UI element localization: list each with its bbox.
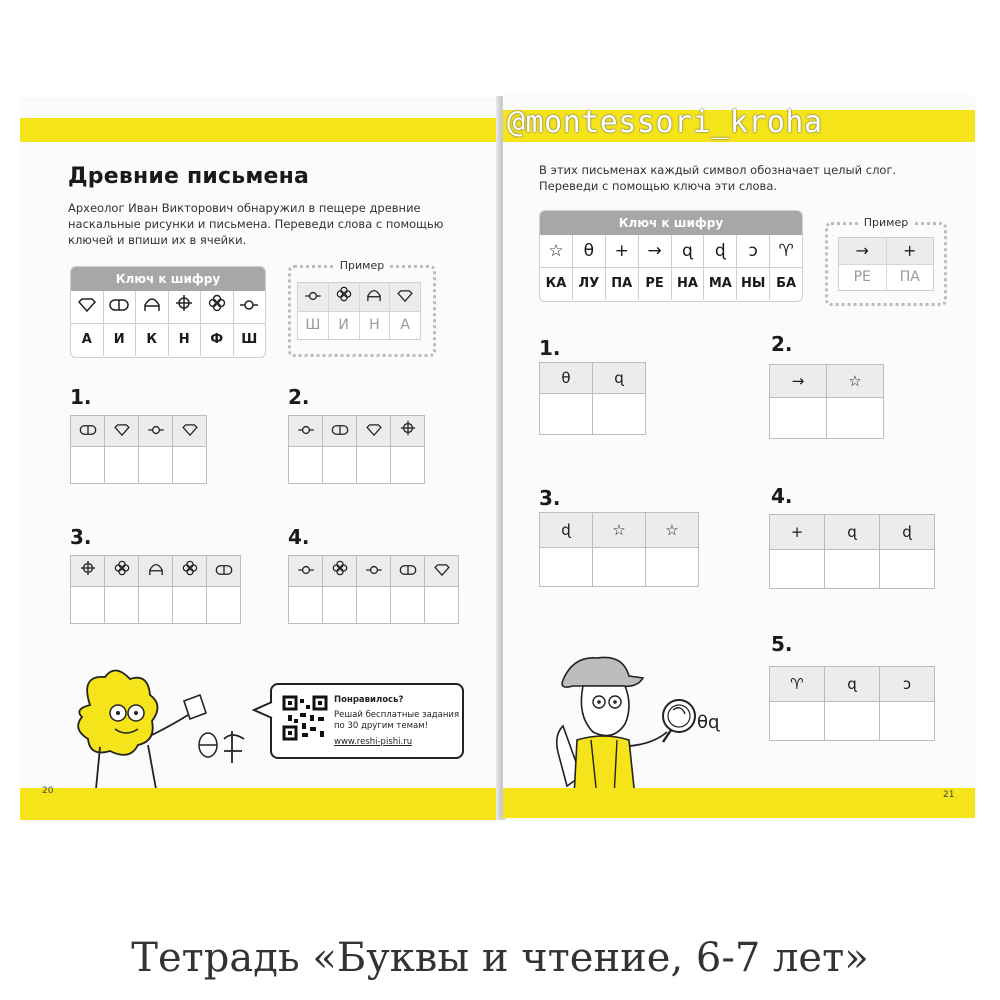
dot-line-icon xyxy=(289,556,323,586)
capsule-icon xyxy=(323,416,357,446)
answer-cell[interactable] xyxy=(357,586,391,623)
cipher-key xyxy=(539,210,803,302)
task-number: 2. xyxy=(771,332,793,356)
task-1-grid xyxy=(70,415,207,484)
page-title: Древние письмена xyxy=(68,164,310,189)
capsule-icon xyxy=(391,556,425,586)
answer-cell[interactable] xyxy=(323,586,357,623)
example-letter: И xyxy=(329,311,360,339)
rhombus-icon xyxy=(105,416,139,446)
rhombus-icon xyxy=(357,416,391,446)
intro-line-2: Переведи с помощью ключа эти слова. xyxy=(539,179,778,193)
example-symbol: + xyxy=(887,238,934,264)
intro-line-3: ключей и впиши их в ячейки. xyxy=(68,233,247,247)
answer-cell[interactable] xyxy=(173,446,206,483)
task-number: 1. xyxy=(70,385,92,409)
cross-petal-icon xyxy=(323,556,357,586)
intro-line-1: В этих письменах каждый символ обозначает целый слог. xyxy=(539,163,897,177)
example-symbol-arch-icon xyxy=(360,283,391,311)
example-box xyxy=(825,216,947,306)
cross-petal-icon xyxy=(173,556,207,586)
key-letter: А xyxy=(71,323,104,356)
product-caption: Тетрадь «Буквы и чтение, 6-7 лет» xyxy=(131,935,869,981)
task-2-grid xyxy=(769,364,884,439)
answer-cell[interactable] xyxy=(71,586,105,623)
answer-cell[interactable] xyxy=(593,547,646,586)
answer-cell[interactable] xyxy=(425,586,458,623)
task-symbol: → xyxy=(770,365,827,397)
right-page xyxy=(503,96,975,818)
task-number: 2. xyxy=(288,385,310,409)
cipher-key-title: Ключ к шифру xyxy=(71,267,265,291)
rhombus-symbol-icon xyxy=(71,291,104,323)
answer-cell[interactable] xyxy=(827,397,883,438)
dot-line-icon xyxy=(139,416,173,446)
task-symbol: ↄ xyxy=(880,667,934,701)
answer-cell[interactable] xyxy=(646,547,698,586)
cross-petal-symbol-icon xyxy=(201,291,234,323)
answer-cell[interactable] xyxy=(323,446,357,483)
task-symbol: ɖ xyxy=(880,515,934,549)
key-letter: И xyxy=(104,323,137,356)
example-letter: А xyxy=(390,311,420,339)
capsule-symbol-icon xyxy=(104,291,137,323)
task-symbol: ɋ xyxy=(593,363,645,393)
cipher-key xyxy=(70,266,266,358)
example-symbol-rhombus-icon xyxy=(390,283,420,311)
task-symbol: θ xyxy=(540,363,593,393)
qr-title: Понравилось? xyxy=(334,695,404,705)
svg-text:θɋ: θɋ xyxy=(697,712,720,733)
cross-circle-icon xyxy=(71,556,105,586)
key-letter: К xyxy=(136,323,169,356)
example-symbol-petal-icon xyxy=(329,283,360,311)
example-symbol-dot-icon xyxy=(298,283,329,311)
task-number: 4. xyxy=(288,525,310,549)
key-letter: Ф xyxy=(201,323,234,356)
answer-cell[interactable] xyxy=(139,446,173,483)
task-symbol: ɋ xyxy=(825,667,880,701)
example-symbol: → xyxy=(839,238,887,264)
task-2-grid xyxy=(288,415,425,484)
key-symbol: θ xyxy=(573,235,606,267)
answer-cell[interactable] xyxy=(289,586,323,623)
task-4-grid xyxy=(769,514,935,589)
key-symbol: ♈ xyxy=(778,241,794,261)
answer-cell[interactable] xyxy=(770,701,825,740)
answer-cell[interactable] xyxy=(825,549,880,588)
task-number: 1. xyxy=(539,336,561,360)
task-5-grid xyxy=(769,666,935,741)
answer-cell[interactable] xyxy=(770,549,825,588)
task-symbol: ☆ xyxy=(593,513,646,547)
key-syllable: КА xyxy=(540,267,573,300)
qr-text-line-1: Решай бесплатные задания xyxy=(334,710,460,720)
dot-line-icon xyxy=(289,416,323,446)
answer-cell[interactable] xyxy=(593,393,645,434)
key-syllable: БА xyxy=(770,267,802,300)
answer-cell[interactable] xyxy=(357,446,391,483)
answer-cell[interactable] xyxy=(540,393,593,434)
dot-line-symbol-icon xyxy=(234,291,266,323)
qr-code-icon[interactable] xyxy=(282,695,328,741)
key-syllable: НА xyxy=(672,267,705,300)
task-4-grid xyxy=(288,555,459,624)
answer-cell[interactable] xyxy=(71,446,105,483)
answer-cell[interactable] xyxy=(770,397,827,438)
answer-cell[interactable] xyxy=(207,586,240,623)
key-symbol: ɖ xyxy=(704,235,737,267)
answer-cell[interactable] xyxy=(289,446,323,483)
page-number: 20 xyxy=(42,786,54,796)
answer-cell[interactable] xyxy=(880,549,934,588)
rhombus-icon xyxy=(425,556,458,586)
key-symbol: ↄ xyxy=(737,235,770,267)
answer-cell[interactable] xyxy=(391,446,424,483)
cross-circle-symbol-icon xyxy=(169,291,202,323)
key-symbol: → xyxy=(639,235,672,267)
key-syllable: ЛУ xyxy=(573,267,606,300)
key-symbol: ɋ xyxy=(672,235,705,267)
task-symbol: ɋ xyxy=(825,515,880,549)
task-symbol: ☆ xyxy=(827,365,883,397)
key-syllable: ПА xyxy=(606,267,639,300)
example-box xyxy=(288,259,436,357)
key-syllable: РЕ xyxy=(639,267,672,300)
watermark: @montessori_kroha xyxy=(507,105,823,140)
arch-symbol-icon xyxy=(136,291,169,323)
cross-circle-icon xyxy=(391,416,424,446)
task-symbol: ♈ xyxy=(770,667,825,701)
key-letter: Н xyxy=(169,323,202,356)
answer-cell[interactable] xyxy=(540,547,593,586)
answer-cell[interactable] xyxy=(391,586,425,623)
example-letter: Ш xyxy=(298,311,329,339)
example-label: Пример xyxy=(860,216,912,229)
cipher-key-title: Ключ к шифру xyxy=(540,211,802,235)
cross-petal-icon xyxy=(105,556,139,586)
task-symbol: ☆ xyxy=(646,513,698,547)
answer-cell[interactable] xyxy=(880,701,934,740)
capsule-icon xyxy=(207,556,240,586)
example-syllable: РЕ xyxy=(839,264,887,290)
task-3-grid xyxy=(539,512,699,587)
task-number: 5. xyxy=(771,632,793,656)
answer-cell[interactable] xyxy=(825,701,880,740)
example-letter: Н xyxy=(360,311,391,339)
caveman-illustration xyxy=(60,665,260,790)
key-syllable: НЫ xyxy=(737,267,770,300)
qr-link[interactable]: www.reshi-pishi.ru xyxy=(334,737,413,747)
task-1-grid xyxy=(539,362,646,435)
left-page xyxy=(20,100,498,820)
answer-cell[interactable] xyxy=(173,586,207,623)
example-syllable: ПА xyxy=(887,264,934,290)
speech-tail-icon xyxy=(252,700,274,720)
qr-promo-box xyxy=(270,683,464,759)
task-number: 4. xyxy=(771,484,793,508)
qr-text-line-2: по 30 другим темам! xyxy=(334,721,429,731)
intro-line-2: наскальные рисунки и письмена. Переведи слова с помощью xyxy=(68,217,444,231)
example-label: Пример xyxy=(336,259,388,272)
task-number: 3. xyxy=(70,525,92,549)
page-number: 21 xyxy=(943,790,955,800)
key-syllable: МА xyxy=(704,267,737,300)
task-number: 3. xyxy=(539,486,561,510)
capsule-icon xyxy=(71,416,105,446)
arch-icon xyxy=(139,556,173,586)
key-letter: Ш xyxy=(234,323,266,356)
dot-line-icon xyxy=(357,556,391,586)
answer-cell[interactable] xyxy=(105,446,139,483)
task-symbol: + xyxy=(770,515,825,549)
key-symbol: + xyxy=(606,235,639,267)
intro-line-1: Археолог Иван Викторович обнаружил в пещере древние xyxy=(68,201,421,215)
task-3-grid xyxy=(70,555,241,624)
answer-cell[interactable] xyxy=(139,586,173,623)
task-symbol: ɖ xyxy=(540,513,593,547)
answer-cell[interactable] xyxy=(105,586,139,623)
key-symbol: ☆ xyxy=(540,235,573,267)
rhombus-icon xyxy=(173,416,206,446)
